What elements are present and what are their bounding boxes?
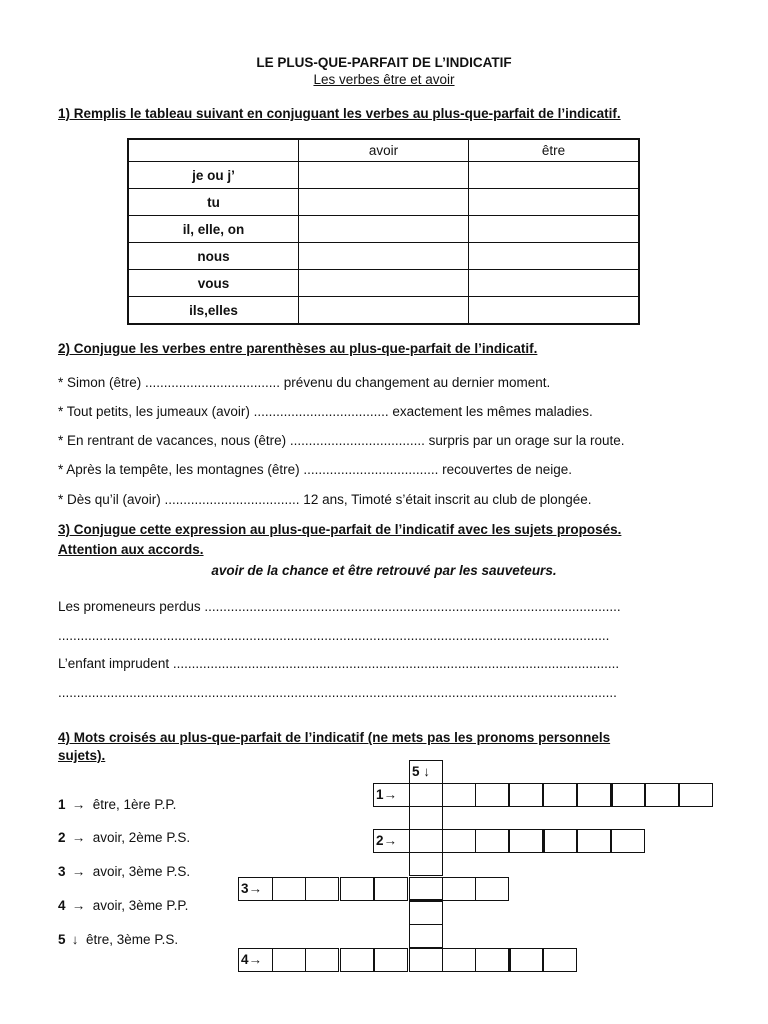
crossword-cell[interactable] xyxy=(305,948,339,972)
crossword-cell[interactable] xyxy=(409,783,443,807)
pronoun-cell: nous xyxy=(128,243,299,270)
ex3-answer-line[interactable]: L’enfant imprudent ....................................................................................................................... xyxy=(58,656,620,671)
crossword-cell[interactable] xyxy=(374,948,408,972)
table-row xyxy=(128,243,639,270)
answer-cell[interactable] xyxy=(299,243,469,270)
clue-text: avoir, 3ème P.S. xyxy=(92,864,191,879)
crossword-cell[interactable] xyxy=(475,783,509,807)
answer-cell[interactable] xyxy=(469,162,640,189)
arrow-right-icon: → xyxy=(71,898,86,913)
crossword-cell[interactable] xyxy=(679,783,713,807)
crossword-cell[interactable] xyxy=(577,783,611,807)
ex3-answer-line[interactable]: ..................................................................................................................................................... xyxy=(58,685,617,700)
page-title: LE PLUS-QUE-PARFAIT DE L’INDICATIF xyxy=(256,55,512,70)
crossword-cell[interactable] xyxy=(543,829,577,853)
arrow-right-icon: → xyxy=(71,797,86,812)
ex4-instruction-line1: 4) Mots croisés au plus-que-parfait de l’indicatif (ne mets pas les pronoms personnels xyxy=(58,730,611,745)
clue-3 xyxy=(58,864,190,879)
clue-text: être, 1ère P.P. xyxy=(92,797,177,812)
clue-text: avoir, 3ème P.P. xyxy=(92,898,189,913)
crossword-cell[interactable] xyxy=(409,877,443,901)
crossword-label-2: 2→ xyxy=(373,829,410,853)
crossword-cell[interactable] xyxy=(442,829,476,853)
clue-2 xyxy=(58,830,190,845)
clue-number: 5 xyxy=(58,932,66,947)
crossword-label-5: 5 ↓ xyxy=(409,760,443,784)
clue-number: 4 xyxy=(58,898,66,913)
clue-1 xyxy=(58,797,176,812)
crossword-cell[interactable] xyxy=(543,948,577,972)
ex3-answer-line[interactable]: ................................................................................................................................................... xyxy=(58,628,610,643)
arrow-right-icon: → xyxy=(71,864,86,879)
crossword-cell[interactable] xyxy=(442,948,476,972)
crossword-cell[interactable] xyxy=(475,948,509,972)
ex2-sentence: * Tout petits, les jumeaux (avoir) .................................... exactement les mêmes maladies. xyxy=(58,404,593,419)
pronoun-cell: ils,elles xyxy=(128,297,299,325)
arrow-right-icon: → xyxy=(71,830,86,845)
ex2-sentence: * Dès qu’il (avoir) .................................... 12 ans, Timoté s’était inscrit au club de plongée. xyxy=(58,492,592,507)
pronoun-cell: je ou j’ xyxy=(128,162,299,189)
crossword-cell[interactable] xyxy=(577,829,611,853)
table-header-cell: avoir xyxy=(299,139,469,162)
answer-cell[interactable] xyxy=(469,189,640,216)
pronoun-cell: tu xyxy=(128,189,299,216)
crossword-cell[interactable] xyxy=(645,783,679,807)
crossword-cell[interactable] xyxy=(509,783,543,807)
crossword-cell[interactable] xyxy=(543,783,577,807)
crossword-cell[interactable] xyxy=(305,877,339,901)
crossword-cell[interactable] xyxy=(442,877,476,901)
ex2-sentence: * En rentrant de vacances, nous (être) .................................... surpris par un orage sur la route. xyxy=(58,433,625,448)
crossword-cell[interactable] xyxy=(272,948,306,972)
crossword-label-3: 3→ xyxy=(238,877,273,901)
crossword-cell[interactable] xyxy=(611,829,645,853)
answer-cell[interactable] xyxy=(299,216,469,243)
crossword-label-1: 1→ xyxy=(373,783,410,807)
ex2-sentence: * Simon (être) .................................... prévenu du changement au dernier moment. xyxy=(58,375,551,390)
crossword-cell[interactable] xyxy=(409,806,443,830)
crossword-label-4: 4→ xyxy=(238,948,273,972)
ex2-instruction: 2) Conjugue les verbes entre parenthèses au plus-que-parfait de l’indicatif. xyxy=(58,341,538,356)
crossword-cell[interactable] xyxy=(409,852,443,876)
crossword-cell[interactable] xyxy=(475,877,509,901)
crossword-cell[interactable] xyxy=(340,948,374,972)
ex3-answer-line[interactable]: Les promeneurs perdus ............................................................................................................... xyxy=(58,599,621,614)
crossword-cell[interactable] xyxy=(374,877,408,901)
answer-cell[interactable] xyxy=(469,297,640,325)
table-row xyxy=(128,270,639,297)
ex1-instruction: 1) Remplis le tableau suivant en conjuguant les verbes au plus-que-parfait de l’indicatif. xyxy=(58,106,621,121)
answer-cell[interactable] xyxy=(299,270,469,297)
ex2-sentence: * Après la tempête, les montagnes (être) .................................... recouvertes de neige. xyxy=(58,462,572,477)
ex3-expression: avoir de la chance et être retrouvé par les sauveteurs. xyxy=(211,563,557,578)
table-header-cell xyxy=(128,139,299,162)
crossword-cell[interactable] xyxy=(409,924,443,948)
crossword-cell[interactable] xyxy=(340,877,374,901)
table-header-cell: être xyxy=(469,139,640,162)
clue-number: 3 xyxy=(58,864,66,879)
crossword-cell[interactable] xyxy=(409,829,443,853)
page-subtitle: Les verbes être et avoir xyxy=(313,72,455,87)
clue-number: 1 xyxy=(58,797,66,812)
answer-cell[interactable] xyxy=(299,162,469,189)
table-row xyxy=(128,162,639,189)
arrow-down-icon: ↓ xyxy=(71,932,79,947)
pronoun-cell: il, elle, on xyxy=(128,216,299,243)
clue-text: être, 3ème P.S. xyxy=(86,932,179,947)
answer-cell[interactable] xyxy=(469,243,640,270)
crossword-cell[interactable] xyxy=(272,877,306,901)
answer-cell[interactable] xyxy=(299,189,469,216)
pronoun-cell: vous xyxy=(128,270,299,297)
table-row xyxy=(128,189,639,216)
crossword-cell[interactable] xyxy=(611,783,645,807)
conjugation-table xyxy=(127,138,640,325)
clue-4 xyxy=(58,898,188,913)
crossword-cell[interactable] xyxy=(509,829,543,853)
ex4-instruction-line2: sujets). xyxy=(58,748,106,763)
answer-cell[interactable] xyxy=(469,270,640,297)
crossword-cell[interactable] xyxy=(475,829,509,853)
crossword-cell[interactable] xyxy=(509,948,543,972)
clue-text: avoir, 2ème P.S. xyxy=(92,830,191,845)
ex3-instruction-line1: 3) Conjugue cette expression au plus-que-parfait de l’indicatif avec les sujets proposés. xyxy=(58,522,622,537)
crossword-cell[interactable] xyxy=(409,948,443,972)
clue-number: 2 xyxy=(58,830,66,845)
clue-5 xyxy=(58,932,178,947)
answer-cell[interactable] xyxy=(469,216,640,243)
table-header-row xyxy=(128,139,639,162)
table-row xyxy=(128,216,639,243)
answer-cell[interactable] xyxy=(299,297,469,325)
table-row xyxy=(128,297,639,325)
ex3-instruction-line2: Attention aux accords. xyxy=(58,542,204,557)
crossword-cell[interactable] xyxy=(409,901,443,925)
crossword-cell[interactable] xyxy=(442,783,476,807)
